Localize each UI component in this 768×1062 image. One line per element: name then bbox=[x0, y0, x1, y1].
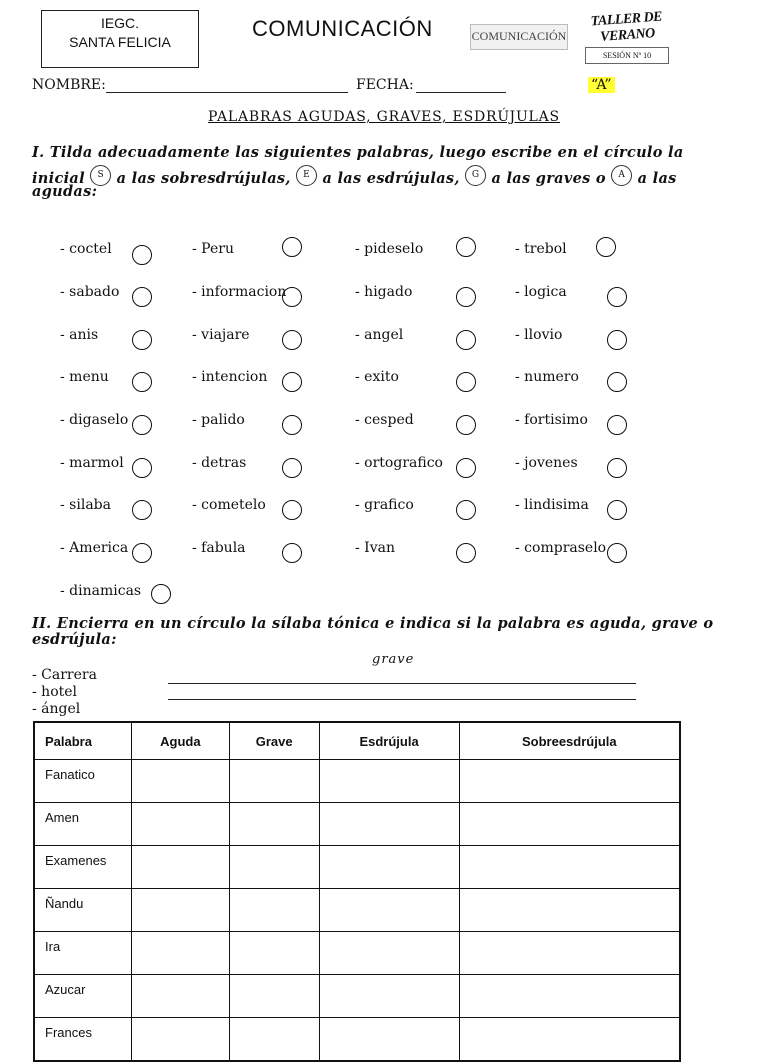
answer-circle[interactable] bbox=[282, 543, 302, 563]
word-item: - higado bbox=[355, 284, 413, 300]
answer-cell[interactable] bbox=[319, 803, 459, 846]
table-row bbox=[34, 846, 680, 889]
answer-circle[interactable] bbox=[456, 330, 476, 350]
section-heading: PALABRAS AGUDAS, GRAVES, ESDRÚJULAS bbox=[208, 109, 560, 125]
table-header-row bbox=[34, 722, 680, 760]
word-item: - silaba bbox=[60, 497, 111, 513]
word-item: - logica bbox=[515, 284, 567, 300]
word-item: - America bbox=[60, 540, 129, 556]
word-item: - intencion bbox=[192, 369, 268, 385]
answer-circle[interactable] bbox=[132, 287, 152, 307]
answer-cell[interactable] bbox=[132, 932, 230, 975]
section1-part-s: a las sobresdrújulas, bbox=[116, 169, 291, 187]
word-item: - sabado bbox=[60, 284, 120, 300]
word-cell: Amen bbox=[34, 803, 132, 846]
word-item: - ortografico bbox=[355, 455, 443, 471]
answer-cell[interactable] bbox=[459, 760, 680, 803]
section1-inicial: inicial bbox=[32, 169, 85, 187]
header-aguda: Aguda bbox=[132, 722, 230, 760]
school-box bbox=[41, 10, 199, 68]
answer-circle[interactable] bbox=[596, 237, 616, 257]
answer-cell[interactable] bbox=[132, 975, 230, 1018]
section1-part-e: a las esdrújulas, bbox=[322, 169, 460, 187]
word-item: - compraselo bbox=[515, 540, 607, 556]
answer-cell[interactable] bbox=[459, 846, 680, 889]
answer-circle[interactable] bbox=[282, 458, 302, 478]
word-item: - informacion bbox=[192, 284, 287, 300]
nombre-field[interactable] bbox=[106, 92, 348, 93]
item-angel: - ángel bbox=[32, 701, 81, 717]
answer-circle[interactable] bbox=[282, 287, 302, 307]
word-item: - detras bbox=[192, 455, 247, 471]
section2-line2: esdrújula: bbox=[32, 631, 117, 648]
badge-a-icon: A bbox=[611, 165, 632, 186]
answer-circle[interactable] bbox=[132, 245, 152, 265]
word-item: - jovenes bbox=[515, 455, 578, 471]
section1-line3: agudas: bbox=[32, 182, 98, 200]
answer-circle[interactable] bbox=[456, 237, 476, 257]
answer-cell[interactable] bbox=[459, 1018, 680, 1062]
word-cell: Ñandu bbox=[34, 889, 132, 932]
answer-circle[interactable] bbox=[282, 415, 302, 435]
word-item: - digaselo bbox=[60, 412, 129, 428]
word-item: - anis bbox=[60, 327, 99, 343]
word-item: - coctel bbox=[60, 241, 112, 257]
table-row bbox=[34, 760, 680, 803]
answer-cell[interactable] bbox=[132, 846, 230, 889]
answer-circle[interactable] bbox=[282, 500, 302, 520]
answer-circle[interactable] bbox=[132, 543, 152, 563]
answer-cell[interactable] bbox=[229, 846, 319, 889]
table-row bbox=[34, 803, 680, 846]
table-row bbox=[34, 932, 680, 975]
answer-cell[interactable] bbox=[459, 803, 680, 846]
word-item: - pideselo bbox=[355, 241, 424, 257]
word-item: - viajare bbox=[192, 327, 250, 343]
answer-line-carrera[interactable] bbox=[168, 683, 636, 684]
word-item: - grafico bbox=[355, 497, 414, 513]
answer-circle[interactable] bbox=[132, 415, 152, 435]
answer-circle[interactable] bbox=[456, 543, 476, 563]
answer-circle[interactable] bbox=[132, 372, 152, 392]
school-line-1: IEGC. bbox=[100, 15, 140, 31]
answer-circle[interactable] bbox=[456, 500, 476, 520]
word-item: - Ivan bbox=[355, 540, 395, 556]
answer-cell[interactable] bbox=[229, 803, 319, 846]
answer-cell[interactable] bbox=[319, 1018, 459, 1062]
word-item: - trebol bbox=[515, 241, 567, 257]
answer-circle[interactable] bbox=[151, 584, 171, 604]
badge-s-icon: S bbox=[90, 165, 111, 186]
header-grave: Grave bbox=[229, 722, 319, 760]
word-item: - exito bbox=[355, 369, 399, 385]
word-item: - palido bbox=[192, 412, 245, 428]
section1-line1: I. Tilda adecuadamente las siguientes palabras, luego escribe en el círculo la bbox=[32, 144, 684, 161]
word-cell: Frances bbox=[34, 1018, 132, 1062]
word-item: - fabula bbox=[192, 540, 246, 556]
answer-cell[interactable] bbox=[459, 975, 680, 1018]
header-esdrujula: Esdrújula bbox=[319, 722, 459, 760]
taller-logo-title: TALLER DE VERANO bbox=[590, 9, 663, 45]
school-line-2: SANTA FELICIA bbox=[69, 34, 171, 50]
word-item: - Peru bbox=[192, 241, 234, 257]
section1-part-g: a las graves o bbox=[491, 169, 606, 187]
page-title: COMUNICACIÓN bbox=[252, 16, 433, 41]
section1-part-a: a las bbox=[637, 169, 677, 187]
taller-logo bbox=[585, 9, 669, 64]
answer-cell[interactable] bbox=[229, 760, 319, 803]
item-hotel: - hotel bbox=[32, 684, 78, 700]
item-carrera: - Carrera bbox=[32, 667, 97, 683]
answer-cell[interactable] bbox=[319, 932, 459, 975]
answer-cell[interactable] bbox=[132, 889, 230, 932]
table-row bbox=[34, 889, 680, 932]
answer-circle[interactable] bbox=[282, 372, 302, 392]
word-item: - menu bbox=[60, 369, 109, 385]
comunicacion-logo: COMUNICACIÓN bbox=[470, 24, 568, 50]
classification-table bbox=[33, 721, 681, 1062]
answer-circle[interactable] bbox=[456, 415, 476, 435]
answer-circle[interactable] bbox=[607, 372, 627, 392]
answer-cell[interactable] bbox=[459, 932, 680, 975]
word-item: - llovio bbox=[515, 327, 563, 343]
section2-instruction bbox=[32, 616, 737, 648]
answer-circle[interactable] bbox=[607, 500, 627, 520]
answer-circle[interactable] bbox=[132, 458, 152, 478]
section2-line1: II. Encierra en un círculo la sílaba tónica e indica si la palabra es aguda, grave o bbox=[32, 615, 714, 632]
word-item: - angel bbox=[355, 327, 404, 343]
answer-circle[interactable] bbox=[456, 372, 476, 392]
answer-circle[interactable] bbox=[282, 237, 302, 257]
header-sobreesdrujula: Sobreesdrújula bbox=[459, 722, 680, 760]
answer-cell[interactable] bbox=[229, 1018, 319, 1062]
answer-circle[interactable] bbox=[282, 330, 302, 350]
answer-cell[interactable] bbox=[319, 846, 459, 889]
nombre-label: NOMBRE: bbox=[32, 77, 106, 93]
answer-cell[interactable] bbox=[229, 932, 319, 975]
answer-cell[interactable] bbox=[319, 975, 459, 1018]
answer-cell[interactable] bbox=[132, 803, 230, 846]
word-item: - cometelo bbox=[192, 497, 266, 513]
table-row bbox=[34, 975, 680, 1018]
word-item: - fortisimo bbox=[515, 412, 588, 428]
fecha-field[interactable] bbox=[416, 92, 506, 93]
answer-cell[interactable] bbox=[319, 889, 459, 932]
answer-circle[interactable] bbox=[456, 458, 476, 478]
answer-circle[interactable] bbox=[607, 287, 627, 307]
fecha-label: FECHA: bbox=[356, 77, 414, 93]
answer-cell[interactable] bbox=[132, 1018, 230, 1062]
answer-line-hotel[interactable] bbox=[168, 699, 636, 700]
badge-g-icon: G bbox=[465, 165, 486, 186]
word-cell: Fanatico bbox=[34, 760, 132, 803]
answer-cell[interactable] bbox=[132, 760, 230, 803]
table-row bbox=[34, 1018, 680, 1062]
word-cell: Azucar bbox=[34, 975, 132, 1018]
answer-cell[interactable] bbox=[229, 889, 319, 932]
header-palabra: Palabra bbox=[34, 722, 132, 760]
example-answer: grave bbox=[372, 652, 415, 667]
answer-cell[interactable] bbox=[319, 760, 459, 803]
section1-instruction bbox=[32, 141, 737, 199]
answer-circle[interactable] bbox=[607, 543, 627, 563]
word-item: - numero bbox=[515, 369, 579, 385]
grade-badge: “A” bbox=[588, 77, 615, 93]
answer-circle[interactable] bbox=[607, 458, 627, 478]
word-cell: Examenes bbox=[34, 846, 132, 889]
word-item: - lindisima bbox=[515, 497, 589, 513]
word-item: - dinamicas bbox=[60, 583, 142, 599]
word-cell: Ira bbox=[34, 932, 132, 975]
answer-circle[interactable] bbox=[132, 500, 152, 520]
answer-circle[interactable] bbox=[607, 330, 627, 350]
word-item: - cesped bbox=[355, 412, 414, 428]
badge-e-icon: E bbox=[296, 165, 317, 186]
answer-circle[interactable] bbox=[132, 330, 152, 350]
word-item: - marmol bbox=[60, 455, 124, 471]
taller-logo-session: SESIÓN Nº 10 bbox=[585, 47, 669, 64]
answer-cell[interactable] bbox=[459, 889, 680, 932]
answer-circle[interactable] bbox=[607, 415, 627, 435]
answer-cell[interactable] bbox=[229, 975, 319, 1018]
answer-circle[interactable] bbox=[456, 287, 476, 307]
